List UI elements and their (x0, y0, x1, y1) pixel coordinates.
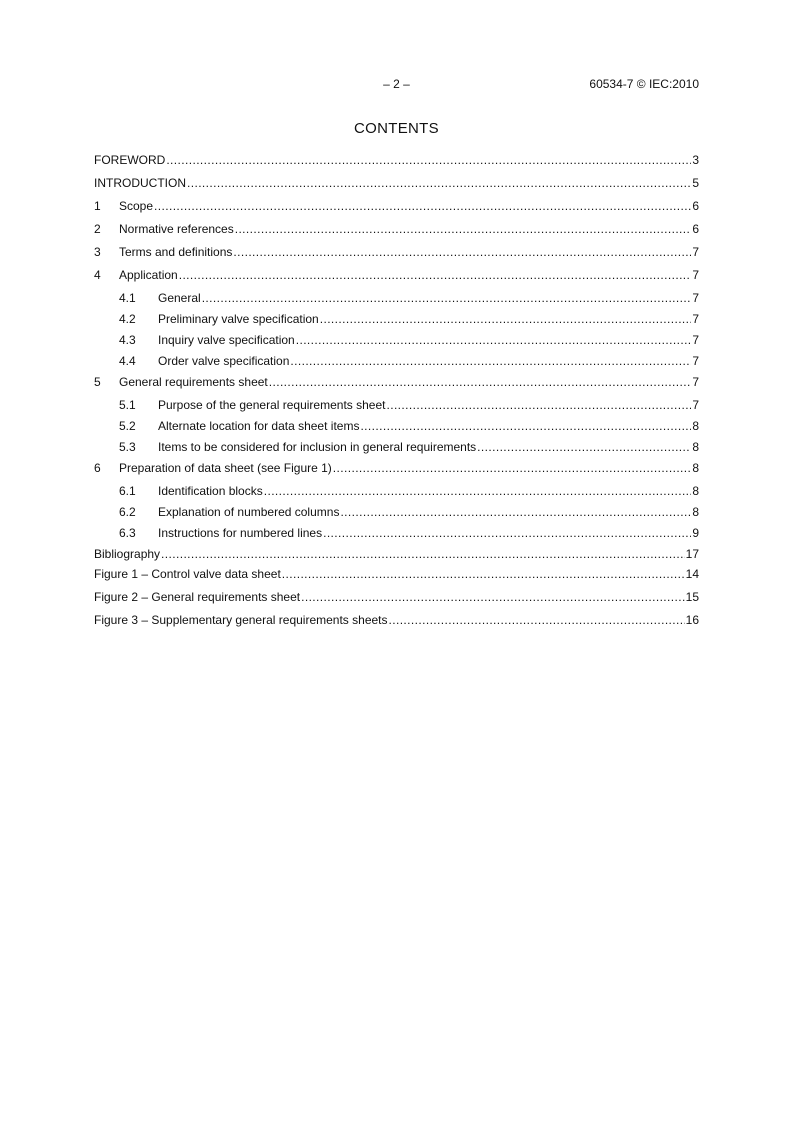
dot-leader (323, 525, 691, 541)
toc-entry-title: Preliminary valve specification (158, 312, 319, 326)
toc-entry-4[interactable] (94, 266, 699, 289)
toc-entry-5-2[interactable] (94, 417, 699, 438)
toc-entry-page: 8 (692, 461, 699, 475)
toc-entry-number: 5.3 (119, 440, 136, 454)
dot-leader (269, 374, 692, 390)
toc-entry-number: 1 (94, 199, 101, 213)
toc-entry-6-2[interactable] (94, 503, 699, 524)
toc-entry-page: 6 (692, 199, 699, 213)
toc-entry-number: 5 (94, 375, 101, 389)
figure-entry-title: Figure 2 – General requirements sheet (94, 590, 301, 604)
figure-entry-2[interactable] (94, 588, 699, 611)
toc-entry-6-1[interactable] (94, 482, 699, 503)
dot-leader (333, 460, 692, 476)
figure-entry-title: Figure 3 – Supplementary general requirements sheets (94, 613, 388, 627)
toc-entry-title: Bibliography (94, 547, 161, 561)
toc-entry-6[interactable] (94, 459, 699, 482)
toc-entry-title: Scope (119, 199, 154, 213)
toc-entry-page: 7 (692, 375, 699, 389)
dot-leader (282, 566, 685, 582)
figure-entry-page: 16 (685, 613, 699, 627)
toc-entry-page: 6 (692, 222, 699, 236)
dot-leader (290, 353, 691, 369)
toc-entry-title: Preparation of data sheet (see Figure 1) (119, 461, 332, 475)
toc-entry-title: General requirements sheet (119, 375, 268, 389)
toc-entry-introduction[interactable] (94, 174, 699, 197)
page-header (94, 77, 699, 93)
toc-entry-title: Order valve specification (158, 354, 290, 368)
toc-entry-number: 3 (94, 245, 101, 259)
toc-entry-title: Terms and definitions (119, 245, 233, 259)
page-number: – 2 – (383, 77, 410, 91)
toc-entry-number: 4.1 (119, 291, 136, 305)
dot-leader (166, 152, 691, 168)
dot-leader (360, 418, 691, 434)
table-of-contents (94, 151, 699, 568)
toc-entry-title: Identification blocks (158, 484, 263, 498)
toc-entry-5-1[interactable] (94, 396, 699, 417)
toc-entry-4-2[interactable] (94, 310, 699, 331)
toc-entry-title: FOREWORD (94, 153, 166, 167)
toc-entry-page: 8 (692, 419, 699, 433)
figure-entry-3[interactable] (94, 611, 699, 634)
toc-entry-page: 7 (692, 398, 699, 412)
toc-entry-2[interactable] (94, 220, 699, 243)
dot-leader (161, 546, 685, 562)
toc-entry-page: 7 (692, 312, 699, 326)
toc-entry-title: Instructions for numbered lines (158, 526, 323, 540)
dot-leader (187, 175, 691, 191)
toc-entry-page: 7 (692, 354, 699, 368)
dot-leader (301, 589, 685, 605)
toc-entry-number: 4 (94, 268, 101, 282)
toc-entry-4-1[interactable] (94, 289, 699, 310)
toc-entry-number: 5.1 (119, 398, 136, 412)
toc-entry-title: Application (119, 268, 178, 282)
toc-entry-3[interactable] (94, 243, 699, 266)
toc-entry-title: Items to be considered for inclusion in general requirements (158, 440, 477, 454)
figure-entry-1[interactable] (94, 565, 699, 588)
toc-entry-number: 4.3 (119, 333, 136, 347)
toc-entry-title: Normative references (119, 222, 234, 236)
toc-entry-title: General (158, 291, 201, 305)
toc-entry-title: Inquiry valve specification (158, 333, 295, 347)
dot-leader (154, 198, 691, 214)
toc-entry-number: 6.1 (119, 484, 136, 498)
toc-entry-5-3[interactable] (94, 438, 699, 459)
toc-entry-page: 7 (692, 291, 699, 305)
dot-leader (386, 397, 691, 413)
dot-leader (389, 612, 685, 628)
dot-leader (340, 504, 691, 520)
figure-entry-page: 14 (685, 567, 699, 581)
dot-leader (179, 267, 692, 283)
dot-leader (296, 332, 692, 348)
toc-entry-page: 7 (692, 333, 699, 347)
contents-heading: CONTENTS (354, 120, 439, 137)
toc-entry-1[interactable] (94, 197, 699, 220)
toc-entry-6-3[interactable] (94, 524, 699, 545)
toc-entry-page: 9 (692, 526, 699, 540)
figure-entry-title: Figure 1 – Control valve data sheet (94, 567, 281, 581)
toc-entry-number: 4.4 (119, 354, 136, 368)
toc-entry-title: INTRODUCTION (94, 176, 186, 190)
toc-entry-title: Explanation of numbered columns (158, 505, 340, 519)
toc-entry-number: 6 (94, 461, 101, 475)
toc-entry-number: 6.2 (119, 505, 136, 519)
toc-entry-title: Alternate location for data sheet items (158, 419, 360, 433)
toc-entry-title: Purpose of the general requirements sheet (158, 398, 386, 412)
dot-leader (233, 244, 691, 260)
toc-entry-page: 7 (692, 245, 699, 259)
toc-entry-5[interactable] (94, 373, 699, 396)
dot-leader (264, 483, 692, 499)
toc-entry-number: 5.2 (119, 419, 136, 433)
toc-entry-page: 5 (692, 176, 699, 190)
toc-entry-page: 17 (685, 547, 699, 561)
dot-leader (235, 221, 692, 237)
dot-leader (320, 311, 692, 327)
toc-entry-4-3[interactable] (94, 331, 699, 352)
document-reference: 60534-7 © IEC:2010 (589, 77, 699, 91)
toc-entry-number: 4.2 (119, 312, 136, 326)
toc-entry-page: 7 (692, 268, 699, 282)
toc-entry-page: 8 (692, 440, 699, 454)
toc-entry-page: 3 (692, 153, 699, 167)
figure-entry-page: 15 (685, 590, 699, 604)
toc-entry-number: 6.3 (119, 526, 136, 540)
toc-entry-foreword[interactable] (94, 151, 699, 174)
toc-entry-page: 8 (692, 505, 699, 519)
dot-leader (202, 290, 692, 306)
dot-leader (477, 439, 691, 455)
list-of-figures (94, 565, 699, 634)
toc-entry-page: 8 (692, 484, 699, 498)
toc-entry-number: 2 (94, 222, 101, 236)
toc-entry-4-4[interactable] (94, 352, 699, 373)
